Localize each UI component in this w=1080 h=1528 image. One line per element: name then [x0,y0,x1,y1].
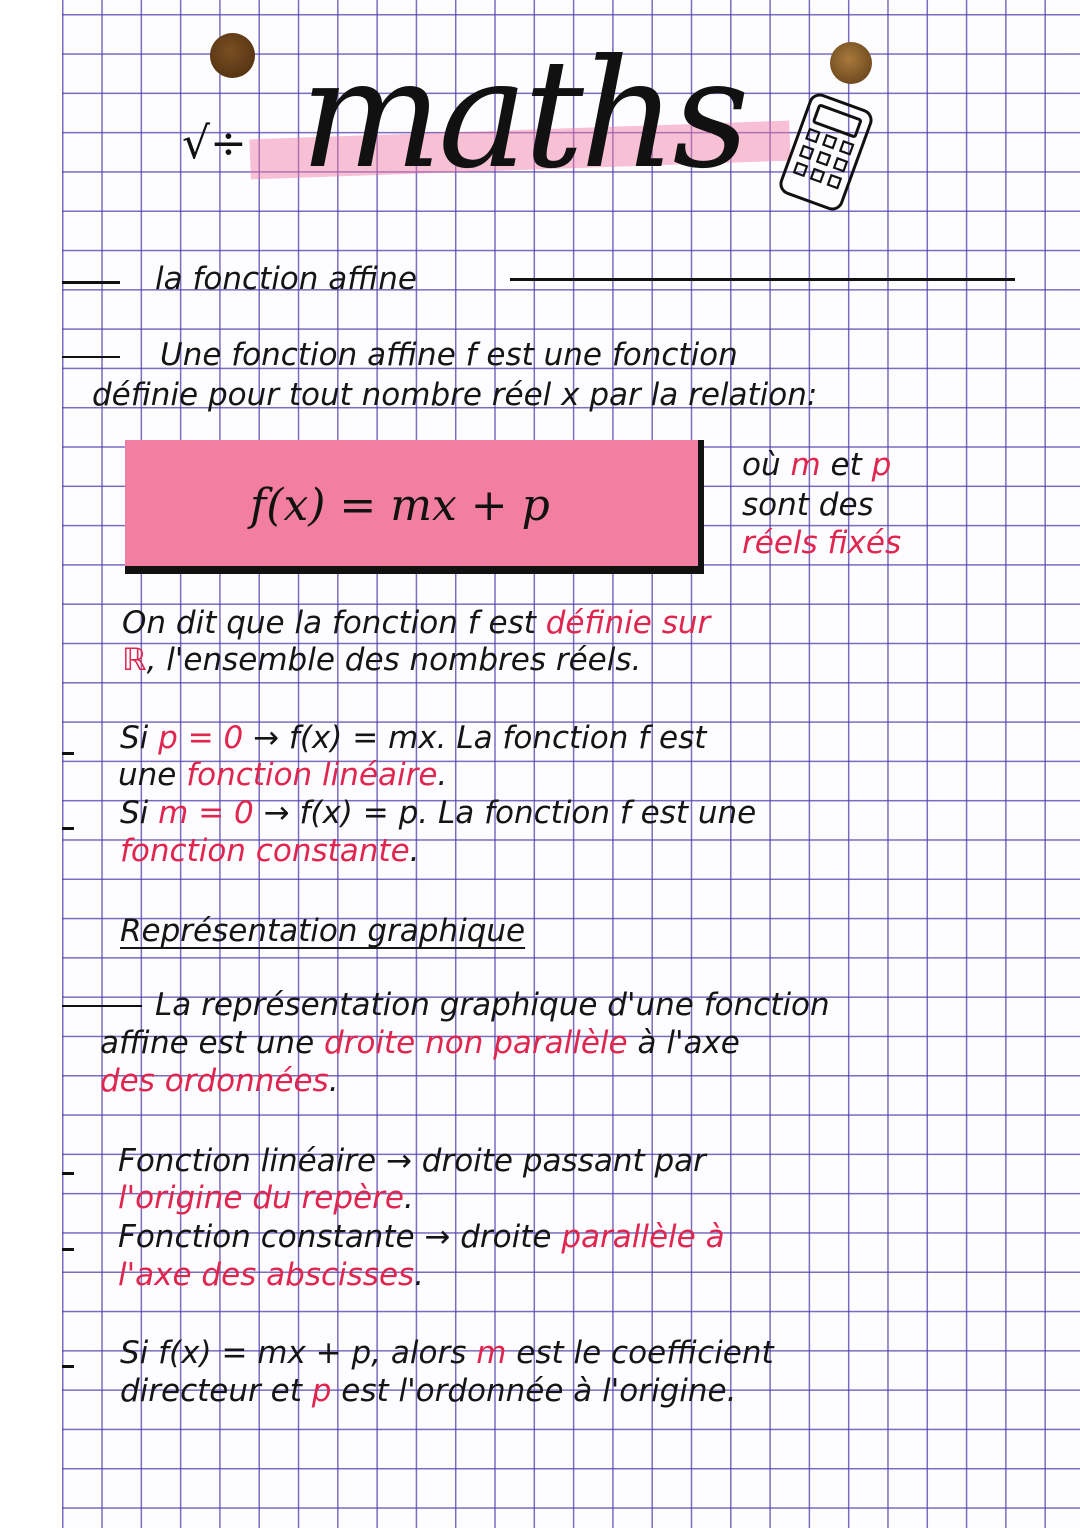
bullet-dash [62,827,74,830]
highlighted-text: ℝ [122,642,147,678]
text-line-case-1b [118,757,448,793]
highlighted-text: parallèle à [561,1219,725,1255]
text-line-graph-1 [155,987,830,1023]
highlighted-text: des ordonnées [100,1063,329,1099]
text-line-case-1a [120,720,707,756]
text: → f(x) = p. La fonction f est une [253,795,757,831]
text: où [742,447,791,483]
text: directeur et [120,1373,312,1409]
text: affine est une [100,1025,325,1061]
text-line-domain-2 [122,642,642,678]
text: . [403,1180,414,1216]
text: Représentation graphique [120,913,526,949]
text: et [820,447,872,483]
highlighted-text: m = 0 [158,795,254,831]
text-line-coef-2 [120,1373,737,1409]
text-line-domain-1 [122,605,711,641]
text-line-const-1 [118,1219,725,1255]
heading-rule-left [62,281,120,284]
highlighted-text: m [476,1335,507,1371]
highlighted-text: l'axe des abscisses [118,1257,415,1293]
text: Si [120,795,159,831]
paragraph-dash [62,1005,142,1007]
text: une [118,757,187,793]
paragraph-dash [62,356,120,358]
bullet-dash [62,1172,74,1175]
text: . [437,757,448,793]
formula: f(x) = mx + p [250,480,550,531]
text: . [328,1063,339,1099]
text-line-side-1 [742,447,892,483]
text: à l'axe [627,1025,740,1061]
highlighted-text: l'origine du repère [118,1180,404,1216]
text-line-side-3 [742,525,902,561]
text: sont des [742,487,874,523]
bullet-dash [62,1248,74,1251]
text: On dit que la fonction f est [122,605,546,641]
text: est le coefficient [506,1335,774,1371]
text: Si [120,720,159,756]
text: , l'ensemble des nombres réels. [146,642,642,678]
text-line-def-1 [160,337,738,373]
text: Si f(x) = mx + p, alors [120,1335,477,1371]
calculator-icon [776,92,876,212]
text-line-coef-1 [120,1335,774,1371]
section-heading: la fonction affine [155,261,417,297]
highlighted-text: fonction constante [120,833,410,869]
text-line-graph-2 [100,1025,740,1061]
text: . [414,1257,425,1293]
text-line-subheading [120,913,526,949]
highlighted-text: p [871,447,892,483]
text: La représentation graphique d'une fonction [155,987,830,1023]
text-line-side-2 [742,487,874,523]
text-line-graph-3 [100,1063,339,1099]
text: . [409,833,420,869]
highlighted-text: droite non parallèle [324,1025,628,1061]
page-title: maths [300,28,746,202]
highlighted-text: p [311,1373,332,1409]
text-line-def-2 [92,377,818,413]
bullet-dash [62,752,74,755]
highlighted-text: réels fixés [742,525,902,561]
text: est l'ordonnée à l'origine. [331,1373,737,1409]
pin-dot-icon [210,33,255,78]
highlighted-text: p = 0 [158,720,244,756]
text: Une fonction affine f est une fonction [160,337,738,373]
highlighted-text: fonction linéaire [186,757,438,793]
text-line-const-2 [118,1257,425,1293]
text-line-lin-1 [118,1143,706,1179]
text: définie pour tout nombre réel x par la relation: [92,377,818,413]
heading-rule-right [510,278,1015,281]
text-line-case-2b [120,833,420,869]
text-line-case-2a [120,795,757,831]
highlighted-text: définie sur [545,605,711,641]
text: Fonction constante → droite [118,1219,562,1255]
text: → f(x) = mx. La fonction f est [243,720,707,756]
bullet-dash [62,1365,74,1368]
pin-dot-icon [830,42,872,84]
title-decoration: √÷ [182,118,247,169]
text: Fonction linéaire → droite passant par [118,1143,706,1179]
text-line-lin-2 [118,1180,414,1216]
highlighted-text: m [790,447,821,483]
